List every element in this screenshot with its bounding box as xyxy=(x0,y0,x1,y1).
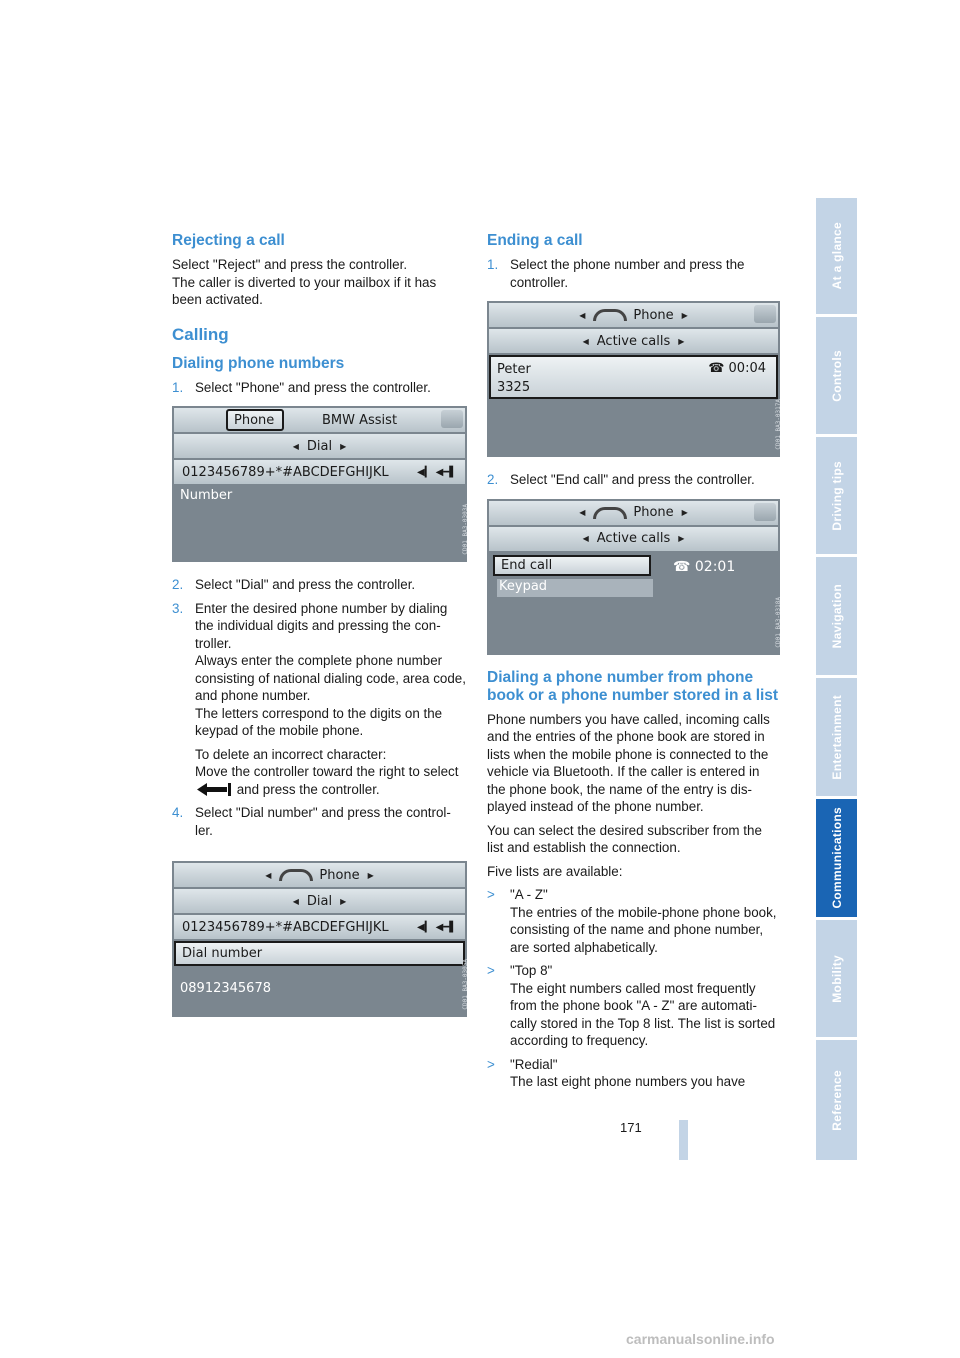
step-text: Select "Phone" and press the controller. xyxy=(195,379,431,395)
image-code: CD01 BA3-0317A xyxy=(775,399,782,450)
keypad-option[interactable]: Keypad xyxy=(497,579,653,597)
tab-label: Entertainment xyxy=(829,694,844,780)
phone-bar[interactable] xyxy=(489,303,778,327)
rejecting-line-2: The caller is diverted to your mailbox if it has been activated. xyxy=(172,274,437,307)
list-item-top-8 xyxy=(487,962,780,1050)
step-text: Select "Dial" and press the controller. xyxy=(195,577,416,592)
image-code: CD01 BA3-0303A xyxy=(462,504,469,555)
chevron-left-icon: ◀ xyxy=(292,896,299,906)
step-note-3: To delete an incorrect character: xyxy=(195,746,387,762)
caller-info xyxy=(497,361,531,397)
step-note-4 xyxy=(195,763,467,798)
chapter-tabs xyxy=(816,198,857,1160)
step-number: 2. xyxy=(172,577,184,592)
tab-driving-tips[interactable] xyxy=(816,437,857,554)
tab-label: Reference xyxy=(829,1069,844,1131)
tab-controls[interactable] xyxy=(816,317,857,434)
active-calls-label: Active calls xyxy=(596,531,671,546)
step-number: 1. xyxy=(172,379,184,395)
active-calls-bar[interactable] xyxy=(489,329,778,353)
list-paragraph-2: You can select the desired subscriber from the list and establish the connection. xyxy=(487,822,762,855)
menu-corner-icon xyxy=(441,410,463,428)
call-timer: ☎ 02:01 xyxy=(673,558,736,575)
bullet-text: The last eight phone numbers you have xyxy=(510,1074,746,1089)
chevron-right-icon: ▶ xyxy=(367,870,374,880)
bullet-text: The entries of the mobile-phone phone book, consisting of the name and phone number, are sorted alphabetically. xyxy=(510,904,777,955)
tab-navigation[interactable] xyxy=(816,557,857,675)
keys-label: 0123456789+*#ABCDEFGHIJKL xyxy=(182,464,389,480)
dial-bar[interactable] xyxy=(174,889,465,913)
chevron-left-icon: ◀ xyxy=(265,870,272,880)
end-step-2 xyxy=(487,471,780,489)
image-code: CD01 BA3-0318A xyxy=(775,596,782,648)
step-number: 3. xyxy=(172,600,184,616)
phone-label: Phone xyxy=(633,505,674,520)
list-paragraph-3: Five lists are available: xyxy=(487,863,623,879)
tab-label: Controls xyxy=(829,349,844,402)
tab-mobility[interactable] xyxy=(816,920,857,1037)
dial-bar[interactable] xyxy=(174,434,465,458)
dialing-heading: Dialing phone numbers xyxy=(172,354,345,372)
step-3 xyxy=(172,600,467,799)
note-pre: Move the controller toward the right to select xyxy=(195,764,459,779)
bullet-mark: > xyxy=(487,963,495,978)
rejecting-text xyxy=(172,256,467,309)
ending-heading: Ending a call xyxy=(487,232,583,249)
entered-number: 08912345678 xyxy=(180,981,271,996)
step-4 xyxy=(172,804,467,839)
active-call-entry[interactable] xyxy=(489,355,778,399)
play-icon: ◀▎ ◀━▌ xyxy=(417,921,457,933)
rejecting-heading: Rejecting a call xyxy=(172,232,285,249)
tab-phone[interactable]: Phone xyxy=(226,409,284,431)
chevron-right-icon: ▶ xyxy=(340,441,347,451)
bullet-mark: > xyxy=(487,887,495,902)
tab-label: Communications xyxy=(829,807,844,909)
step-number: 2. xyxy=(487,472,499,487)
chevron-right-icon: ▶ xyxy=(681,310,688,320)
menu-corner-icon xyxy=(754,305,776,323)
list-item-redial xyxy=(487,1056,780,1091)
call-time: 02:01 xyxy=(694,558,736,575)
note-post: and press the controller. xyxy=(236,781,380,797)
step-text: Select "End call" and press the controller. xyxy=(510,472,755,487)
play-icon: ◀▎ ◀━▌ xyxy=(417,466,457,478)
tab-reference[interactable] xyxy=(816,1040,857,1160)
chevron-right-icon: ▶ xyxy=(340,896,347,906)
handset-icon xyxy=(279,869,313,881)
keys-bar[interactable] xyxy=(174,915,465,939)
list-item-a-z xyxy=(487,886,780,956)
phone-label: Phone xyxy=(319,867,360,883)
menu-corner-icon xyxy=(754,503,776,521)
end-call-screen xyxy=(487,499,780,655)
tab-entertainment[interactable] xyxy=(816,678,857,796)
phone-screen-1 xyxy=(172,406,467,562)
step-note-2: The letters correspond to the digits on the keypad of the mobile phone. xyxy=(195,705,443,738)
chevron-right-icon: ▶ xyxy=(678,336,685,346)
step-number: 4. xyxy=(172,805,184,820)
right-column xyxy=(487,228,780,1097)
caller-number: 3325 xyxy=(497,380,531,395)
call-timer: ☎ 00:04 xyxy=(708,361,766,376)
end-step-1 xyxy=(487,256,780,291)
tab-label: At a glance xyxy=(829,222,844,290)
step-text: Select the phone number and press the controller. xyxy=(510,257,745,290)
page-number: 171 xyxy=(620,1120,642,1135)
step-text: Enter the desired phone number by dialing the individual digits and pressing the con-troller. xyxy=(195,600,448,651)
rejecting-line-1: Select "Reject" and press the controller. xyxy=(172,257,408,272)
list-heading: Dialing a phone number from phone book or a phone number stored in a list xyxy=(487,668,779,704)
phone-label: Phone xyxy=(633,307,674,323)
phone-screen-2 xyxy=(172,861,467,1017)
bullet-title: "Top 8" xyxy=(510,963,553,978)
calling-heading: Calling xyxy=(172,324,229,344)
dial-number-option[interactable]: Dial number xyxy=(174,941,465,966)
tab-label: Driving tips xyxy=(829,460,844,531)
step-1 xyxy=(172,379,467,397)
call-time: 00:04 xyxy=(728,361,766,376)
chevron-left-icon: ◀ xyxy=(582,534,589,543)
dial-label: Dial xyxy=(306,438,333,454)
handset-icon xyxy=(593,309,627,321)
active-calls-label: Active calls xyxy=(596,333,671,349)
chevron-left-icon: ◀ xyxy=(579,310,586,320)
handset-icon xyxy=(593,507,627,519)
bullet-title: "Redial" xyxy=(510,1056,558,1072)
step-2 xyxy=(172,576,467,594)
chevron-left-icon: ◀ xyxy=(292,441,299,451)
bullet-text: The eight numbers called most frequently from the phone book "A - Z" are automati-cally stored in the Top 8 list. The list is sorted according to frequency. xyxy=(510,980,776,1048)
number-label: Number xyxy=(180,488,233,503)
active-calls-bar[interactable] xyxy=(489,527,778,551)
step-text: Select "Dial number" and press the control-ler. xyxy=(195,805,451,838)
step-number: 1. xyxy=(487,257,499,272)
tab-at-a-glance[interactable] xyxy=(816,198,857,314)
dial-label: Dial xyxy=(306,893,333,909)
keys-label: 0123456789+*#ABCDEFGHIJKL xyxy=(182,919,389,935)
watermark: carmanualsonline.info xyxy=(626,1331,775,1347)
phone-bar[interactable] xyxy=(174,863,465,887)
bullet-mark: > xyxy=(487,1056,495,1072)
chevron-left-icon: ◀ xyxy=(582,336,589,346)
tab-label: Navigation xyxy=(829,583,844,649)
caller-name: Peter xyxy=(497,362,531,377)
left-column xyxy=(172,228,467,1031)
keys-bar[interactable] xyxy=(174,460,465,484)
chevron-right-icon: ▶ xyxy=(681,508,688,517)
chevron-right-icon: ▶ xyxy=(678,534,685,543)
step-note-1: Always enter the complete phone number consisting of national dialing code, area code, and phone number. xyxy=(195,653,466,703)
list-paragraph-1: Phone numbers you have called, incoming calls and the entries of the phone book are stored in lists when the mobile phone is connected to the vehicle via Bluetooth. If the caller is entered in the phone book, the name of the entry is dis-played instead of the phone number. xyxy=(487,711,770,814)
phone-bar[interactable] xyxy=(489,501,778,525)
page-marker-bar xyxy=(679,1120,688,1160)
chevron-left-icon: ◀ xyxy=(579,508,586,517)
tab-communications[interactable] xyxy=(816,799,857,917)
bullet-title: "A - Z" xyxy=(510,887,548,902)
tab-bmw-assist[interactable]: BMW Assist xyxy=(322,412,398,428)
end-call-option[interactable]: End call xyxy=(493,555,651,576)
image-code: CD01 BA3-0305A xyxy=(462,959,469,1010)
tab-label: Mobility xyxy=(829,954,844,1003)
backspace-icon xyxy=(197,783,231,796)
top-tab-bar xyxy=(174,408,465,432)
active-call-screen xyxy=(487,301,780,457)
